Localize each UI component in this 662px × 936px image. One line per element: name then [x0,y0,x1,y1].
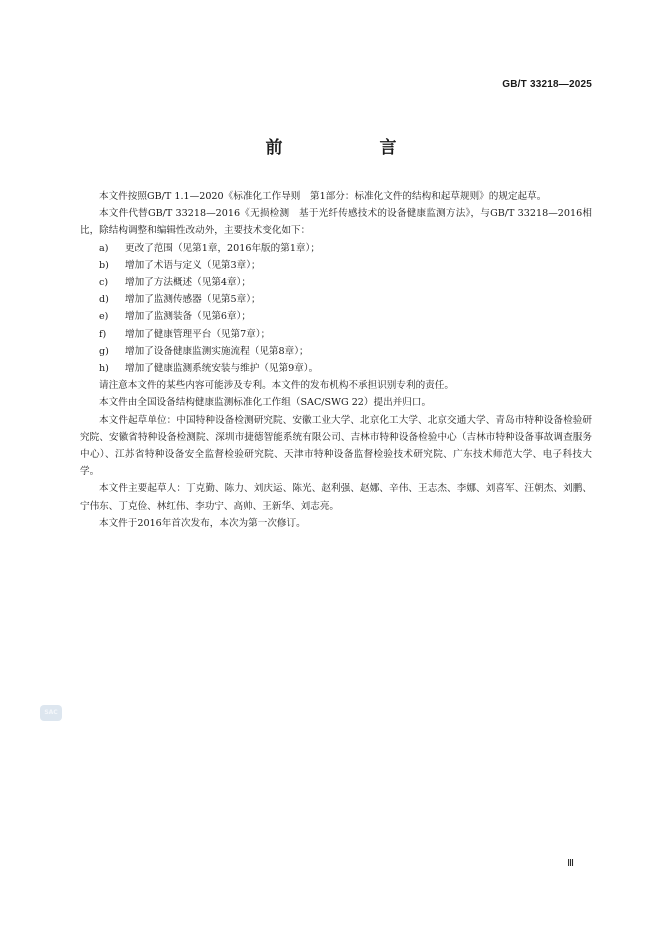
list-item [80,308,592,325]
list-item [80,343,592,360]
paragraph-history: 本文件于2016年首次发布，本次为第一次修订。 [99,517,306,529]
list-item-text: 增加了监测装备（见第6章）； [125,311,252,323]
list-item-text: 增加了方法概述（见第4章）； [125,277,252,289]
paragraph-replacement: 本文件代替GB/T 33218—2016《无损检测 基于光纤传感技术的设备健康监测方法》，与GB/T 33218—2016相比，除结构调整和编辑性改动外，主要技术变化如下： [80,208,592,237]
list-item-text: 增加了术语与定义（见第3章）； [125,259,261,271]
paragraph-patent-notice: 请注意本文件的某些内容可能涉及专利。本文件的发布机构不承担识别专利的责任。 [99,380,454,392]
list-marker: b) [99,259,109,271]
list-item-text: 增加了健康监测系统安装与维护（见第9章）。 [125,363,319,375]
document-code: GB/T 33218—2025 [502,79,592,90]
list-marker: d) [99,294,109,306]
list-marker: a) [99,242,109,254]
list-item [80,274,592,291]
list-item-text: 更改了范围（见第1章，2016年版的第1章）； [125,242,320,254]
changes-list [80,240,592,378]
page-number: Ⅲ [567,858,574,869]
paragraph-drafters: 本文件主要起草人：丁克勤、陈力、刘庆运、陈光、赵利强、赵娜、辛伟、王志杰、李娜、刘喜军、汪朝杰、刘鹏、宁伟东、丁克俭、林红伟、李功宁、高帅、王新华、刘志亮。 [80,483,592,512]
list-item [80,326,592,343]
paragraph-proposer: 本文件由全国设备结构健康监测标准化工作组（SAC/SWG 22）提出并归口。 [99,397,432,409]
list-item [80,240,592,257]
list-item [80,257,592,274]
document-body [80,188,592,532]
list-marker: g) [99,345,109,357]
list-marker: h) [99,363,109,375]
list-item-text: 增加了设备健康监测实施流程（见第8章）； [125,345,309,357]
list-marker: f) [99,328,107,340]
list-item-text: 增加了健康管理平台（见第7章）； [125,328,271,340]
paragraph-drafting-units: 本文件起草单位：中国特种设备检测研究院、安徽工业大学、北京化工大学、北京交通大学、青岛市特种设备检验研究院、安徽省特种设备检测院、深圳市捷德智能系统有限公司、吉林市特种设备检验中心（吉林市特种设备事故调查服务中心）、江苏省特种设备安全监督检验研究院、天津市特种设备监督检验技术研究院、广东技术师范大学、电子科技大学。 [80,414,592,478]
list-item-text: 增加了监测传感器（见第5章）； [125,294,261,306]
list-marker: c) [99,277,109,289]
list-item [80,291,592,308]
sac-watermark-logo: SAC [40,705,62,721]
list-marker: e) [99,311,109,323]
paragraph-drafting-rules: 本文件按照GB/T 1.1—2020《标准化工作导则 第1部分：标准化文件的结构和起草规则》的规定起草。 [99,191,547,202]
page-title: 前 言 [265,138,437,158]
list-item [80,360,592,377]
